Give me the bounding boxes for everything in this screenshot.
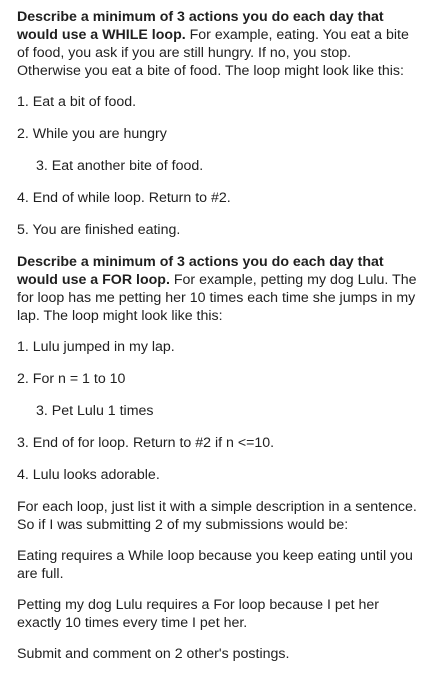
for-loop-intro: For example, petting my dog Lulu. The for loop has me petting her 10 times each time she jumps in my lap. The loop might look like this:: [17, 272, 417, 324]
while-loop-description: [17, 8, 418, 80]
while-step-3: 3. Eat another bite of food.: [36, 158, 204, 174]
for-loop-description: [17, 253, 418, 325]
while-step-4: 4. End of while loop. Return to #2.: [17, 190, 231, 206]
example-for-sentence: Petting my dog Lulu requires a For loop because I pet her exactly 10 times every time I pet her.: [17, 597, 379, 631]
final-instruction: Submit and comment on 2 other's postings.: [17, 646, 290, 662]
for-step-4: 3. End of for loop. Return to #2 if n <=10.: [17, 435, 275, 451]
for-step-1: 1. Lulu jumped in my lap.: [17, 339, 175, 355]
submission-instructions: For each loop, just list it with a simple description in a sentence. So if I was submitting 2 of my submissions would be:: [17, 499, 417, 533]
while-loop-intro: For example, eating. You eat a bite of food, you ask if you are still hungry. If no, you stop. Otherwise you eat a bite of food. The loop might look like this:: [17, 27, 409, 79]
for-step-5: 4. Lulu looks adorable.: [17, 467, 160, 483]
for-step-3: 3. Pet Lulu 1 times: [36, 403, 154, 419]
example-while-sentence: Eating requires a While loop because you keep eating until you are full.: [17, 548, 413, 582]
while-loop-heading: Describe a minimum of 3 actions you do each day that would use a WHILE loop.: [17, 9, 384, 43]
while-step-1: 1. Eat a bit of food.: [17, 94, 137, 110]
while-step-2: 2. While you are hungry: [17, 126, 167, 142]
while-step-5: 5. You are finished eating.: [17, 222, 181, 238]
for-loop-heading: Describe a minimum of 3 actions you do each day that would use a FOR loop.: [17, 254, 384, 288]
for-step-2: 2. For n = 1 to 10: [17, 371, 126, 387]
